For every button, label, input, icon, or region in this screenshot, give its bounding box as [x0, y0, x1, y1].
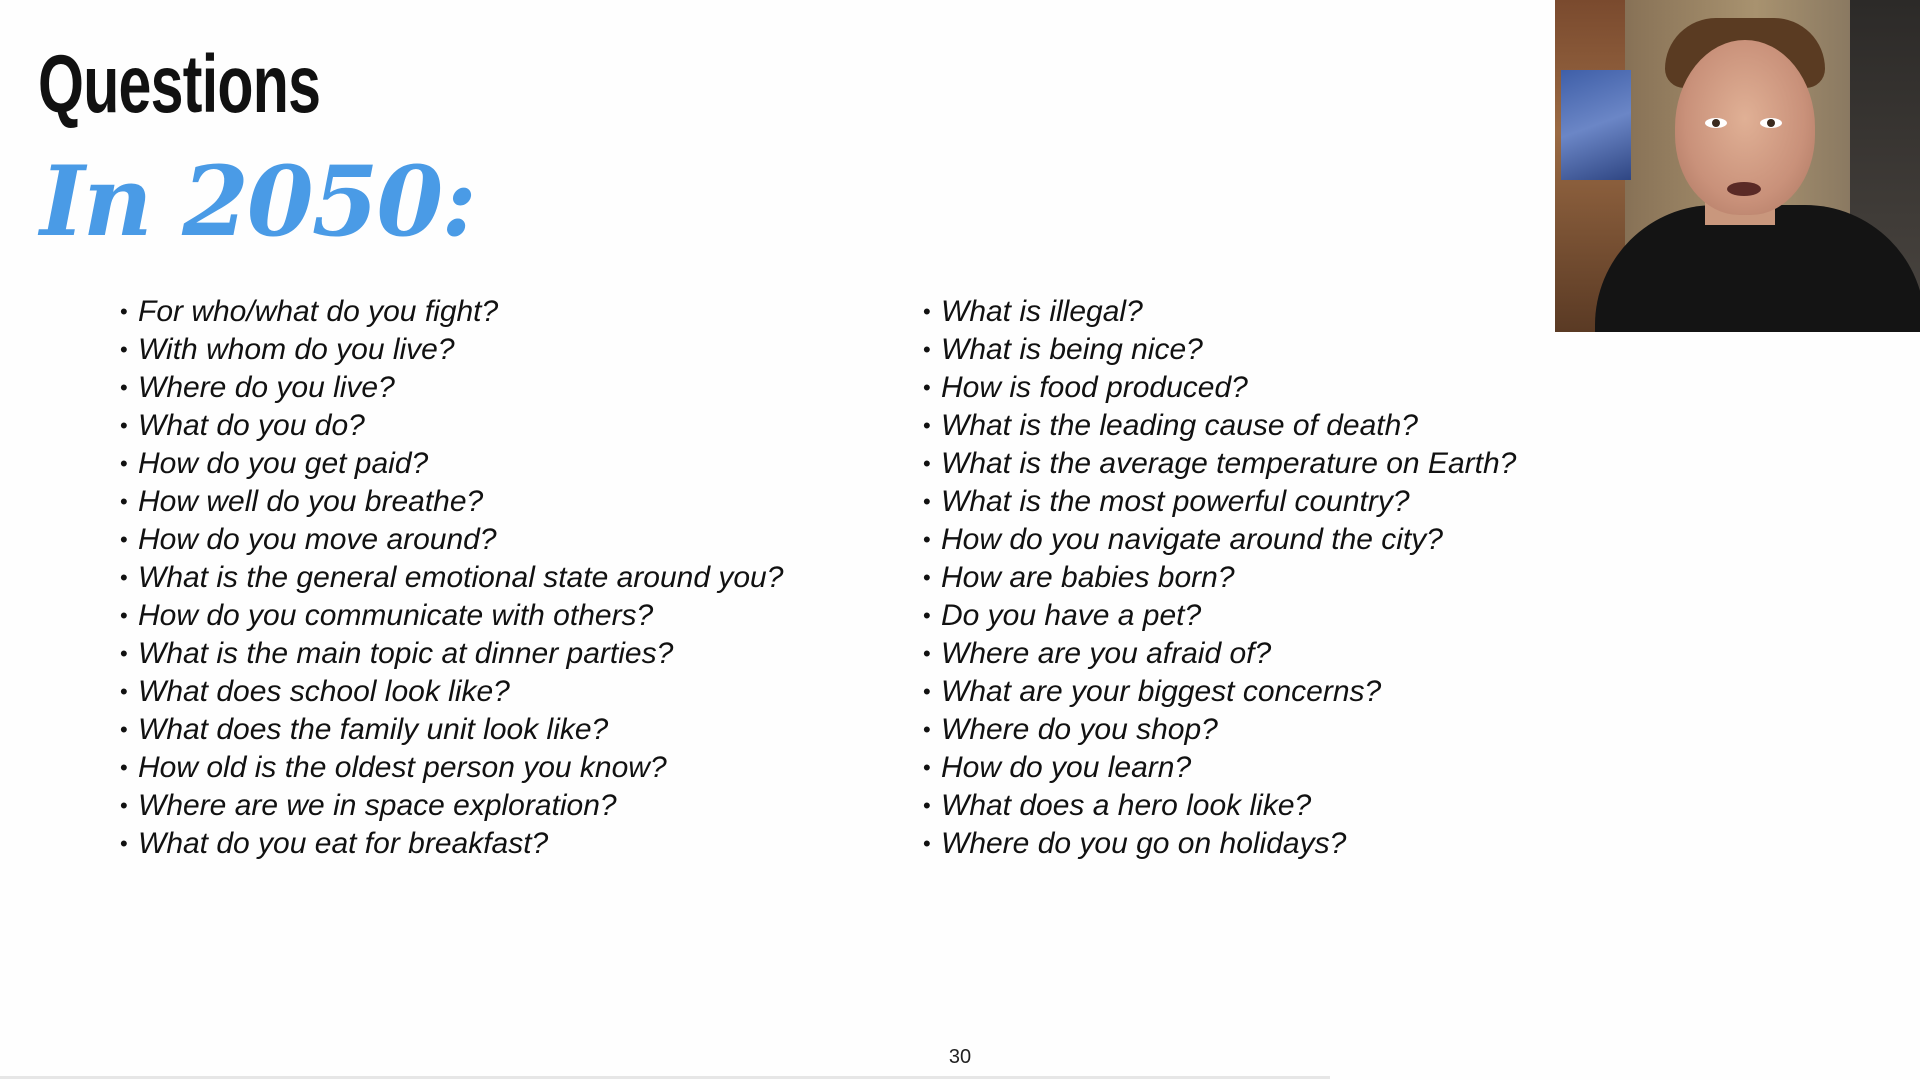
bullet-icon: • [923, 641, 931, 666]
question-text: How old is the oldest person you know? [138, 751, 667, 784]
question-text: How do you communicate with others? [138, 599, 654, 632]
bullet-icon: • [923, 717, 931, 742]
question-item [923, 293, 1516, 331]
question-text: What is the leading cause of death? [941, 409, 1418, 442]
bullet-icon: • [923, 603, 931, 628]
question-item [923, 711, 1516, 749]
question-item [120, 597, 783, 635]
question-list-left [120, 293, 783, 863]
question-item [120, 521, 783, 559]
bullet-icon: • [120, 489, 128, 514]
question-text: What is the most powerful country? [941, 485, 1410, 518]
slide-subtitle: In 2050: [40, 145, 475, 258]
bullet-icon: • [120, 451, 128, 476]
question-item [923, 825, 1516, 863]
question-item [120, 711, 783, 749]
question-item [923, 331, 1516, 369]
question-item [120, 293, 783, 331]
bullet-icon: • [120, 299, 128, 324]
question-text: What is the main topic at dinner parties? [138, 637, 674, 670]
question-item [923, 483, 1516, 521]
question-text: How do you move around? [138, 523, 497, 556]
bullet-icon: • [120, 755, 128, 780]
presenter-mouth [1727, 182, 1761, 196]
question-text: How do you navigate around the city? [941, 523, 1443, 556]
question-list-right [923, 293, 1516, 863]
question-text: How well do you breathe? [138, 485, 484, 518]
bullet-icon: • [923, 299, 931, 324]
question-item [120, 825, 783, 863]
question-text: What is illegal? [941, 295, 1143, 328]
question-text: Do you have a pet? [941, 599, 1202, 632]
page-number: 30 [948, 1046, 972, 1068]
question-text: How do you get paid? [138, 447, 429, 480]
question-text: What is the general emotional state around you? [138, 561, 784, 594]
question-item [923, 445, 1516, 483]
presenter-left-eye [1705, 118, 1727, 128]
bullet-icon: • [120, 565, 128, 590]
bullet-icon: • [120, 337, 128, 362]
bullet-icon: • [923, 679, 931, 704]
question-text: What is being nice? [941, 333, 1203, 366]
question-text: For who/what do you fight? [138, 295, 499, 328]
question-item [923, 559, 1516, 597]
bullet-icon: • [923, 565, 931, 590]
question-text: What is the average temperature on Earth? [941, 447, 1517, 480]
bullet-icon: • [923, 527, 931, 552]
question-text: What do you do? [138, 409, 365, 442]
bullet-icon: • [120, 717, 128, 742]
question-text: How do you learn? [941, 751, 1192, 784]
bullet-icon: • [120, 413, 128, 438]
question-item [120, 445, 783, 483]
question-text: What does the family unit look like? [138, 713, 609, 746]
question-item [923, 521, 1516, 559]
question-text: Where do you go on holidays? [941, 827, 1347, 860]
slide-title: Questions [38, 39, 321, 130]
bullet-icon: • [923, 831, 931, 856]
question-item [923, 635, 1516, 673]
question-item [923, 749, 1516, 787]
bullet-icon: • [120, 375, 128, 400]
bullet-icon: • [923, 489, 931, 514]
question-item [923, 597, 1516, 635]
presenter-right-eye [1760, 118, 1782, 128]
question-item [120, 407, 783, 445]
question-text: How is food produced? [941, 371, 1248, 404]
question-item [923, 673, 1516, 711]
painting-background [1561, 70, 1631, 180]
bullet-icon: • [120, 527, 128, 552]
question-text: How are babies born? [941, 561, 1235, 594]
question-item [120, 673, 783, 711]
question-text: What do you eat for breakfast? [138, 827, 549, 860]
bullet-icon: • [923, 375, 931, 400]
question-text: Where are you afraid of? [941, 637, 1272, 670]
bullet-icon: • [120, 641, 128, 666]
question-text: What does a hero look like? [941, 789, 1312, 822]
bullet-icon: • [120, 831, 128, 856]
slide-bottom-divider [0, 1076, 1330, 1079]
bullet-icon: • [923, 413, 931, 438]
question-item [120, 369, 783, 407]
presenter-webcam-video [1555, 0, 1920, 332]
question-text: What does school look like? [138, 675, 510, 708]
bullet-icon: • [120, 679, 128, 704]
question-text: Where do you shop? [941, 713, 1218, 746]
bullet-icon: • [923, 755, 931, 780]
question-item [120, 749, 783, 787]
question-item [120, 635, 783, 673]
bullet-icon: • [923, 337, 931, 362]
question-item [923, 369, 1516, 407]
bullet-icon: • [120, 793, 128, 818]
bullet-icon: • [923, 451, 931, 476]
question-item [120, 331, 783, 369]
question-item [923, 407, 1516, 445]
question-text: Where do you live? [138, 371, 395, 404]
question-text: Where are we in space exploration? [138, 789, 617, 822]
question-text: What are your biggest concerns? [941, 675, 1382, 708]
question-item [120, 787, 783, 825]
question-item [120, 559, 783, 597]
question-item [120, 483, 783, 521]
question-text: With whom do you live? [138, 333, 455, 366]
question-item [923, 787, 1516, 825]
bullet-icon: • [120, 603, 128, 628]
bullet-icon: • [923, 793, 931, 818]
